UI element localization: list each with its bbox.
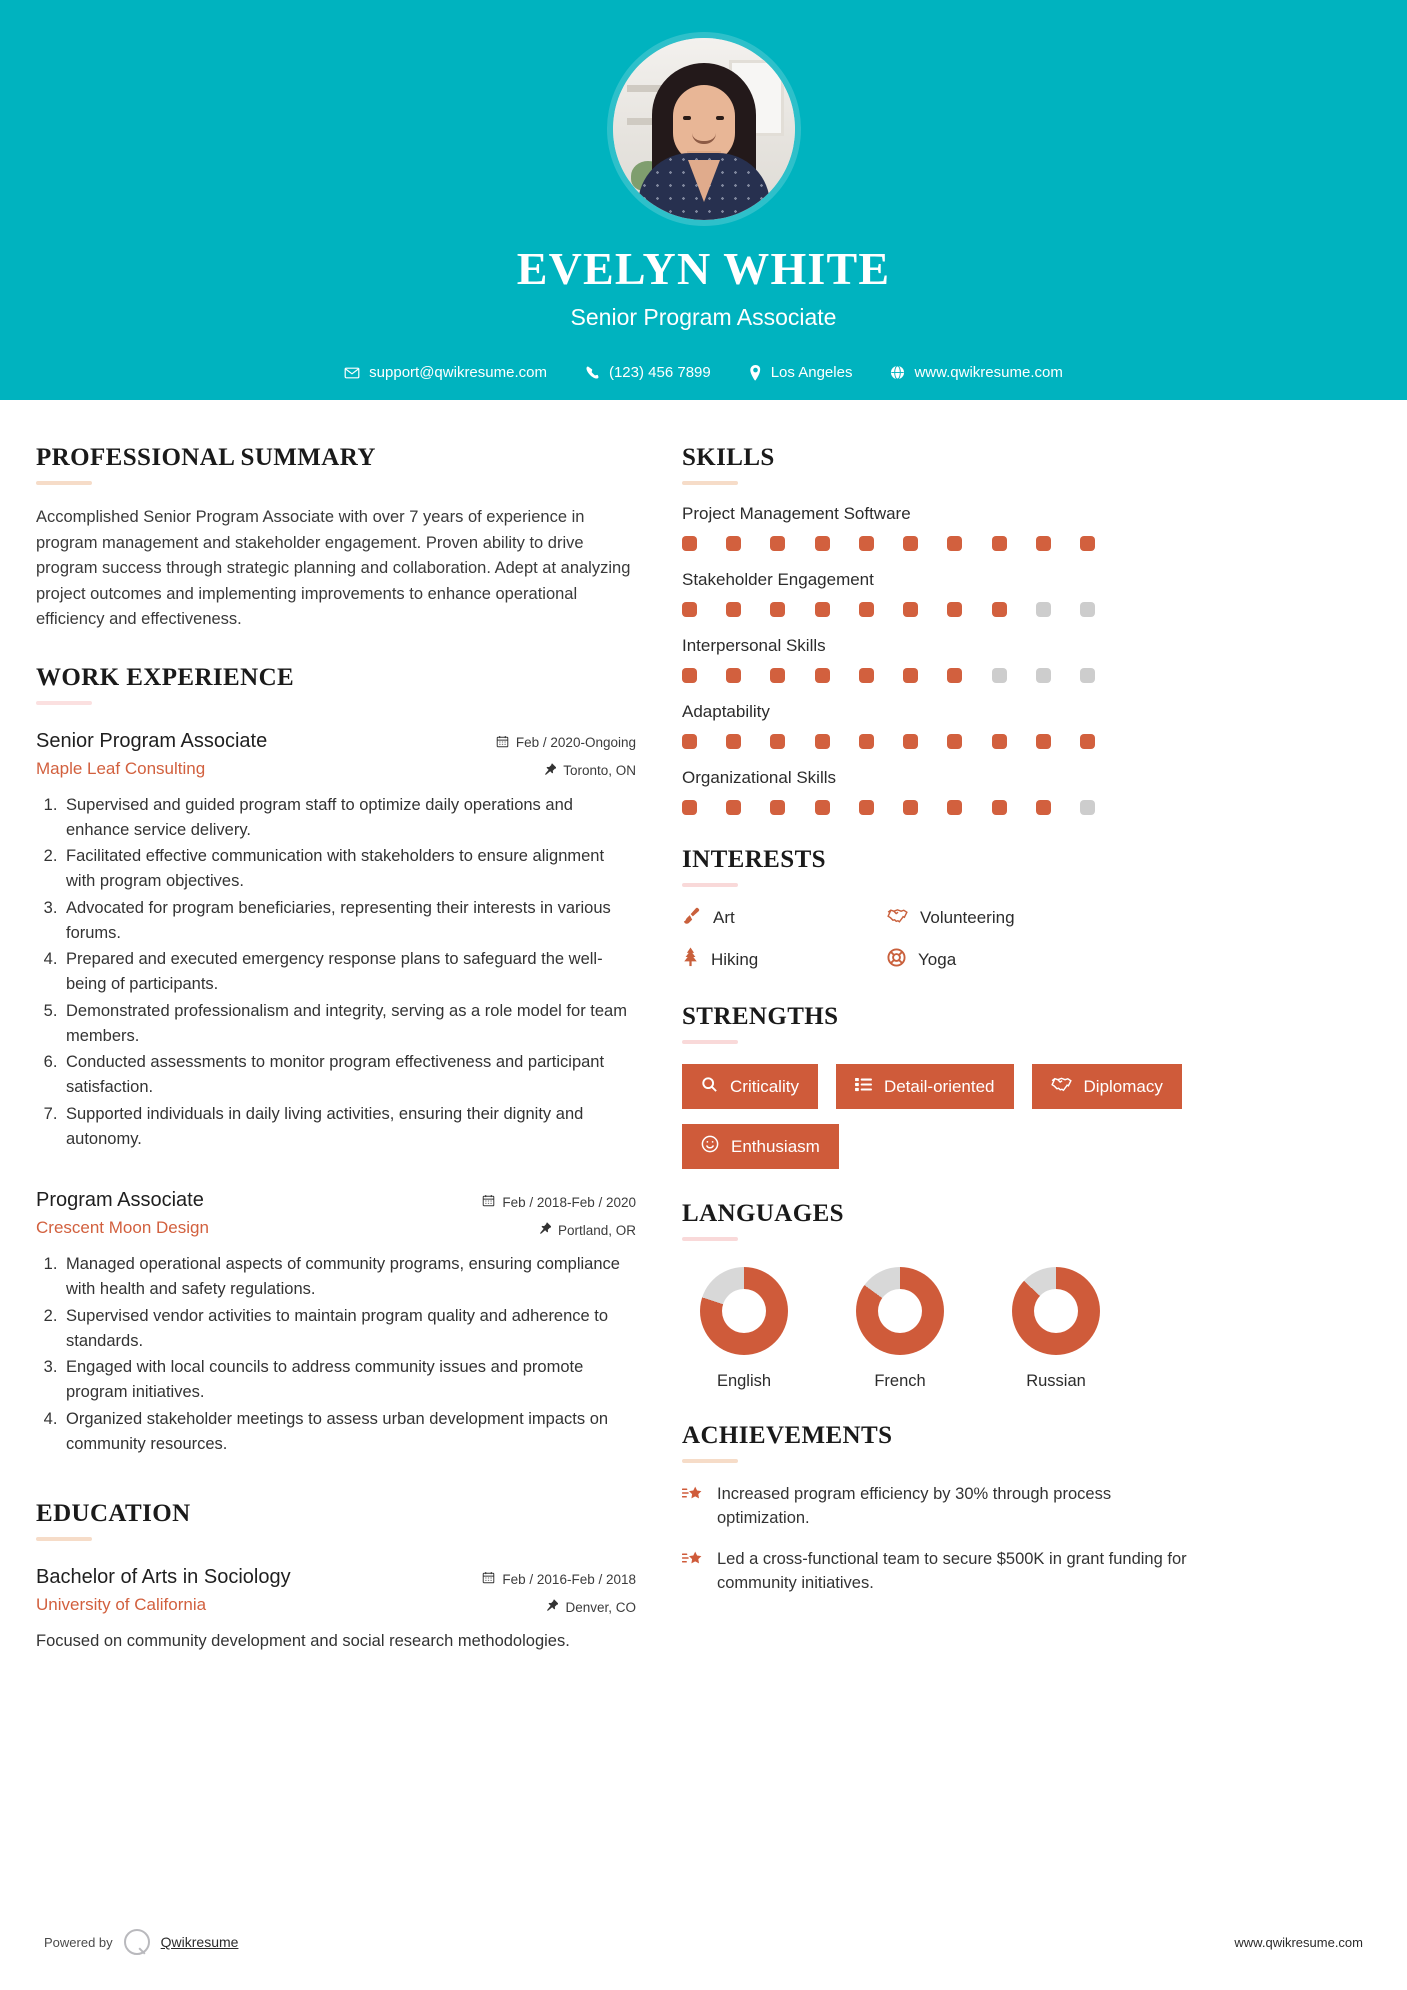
section-rule — [682, 481, 738, 485]
list-icon — [855, 1077, 872, 1097]
skill-dot — [770, 602, 785, 617]
globe-icon — [890, 365, 905, 380]
skill-dot — [770, 734, 785, 749]
strength-pill — [1032, 1064, 1182, 1109]
calendar-icon — [482, 1571, 495, 1587]
skill-dot — [903, 668, 918, 683]
skill-label: Stakeholder Engagement — [682, 570, 874, 589]
skill-row — [682, 504, 1202, 551]
skill-dot — [682, 668, 697, 683]
bullet-item: 3. Engaged with local councils to address community issues and promote program initiatives. — [62, 1355, 636, 1405]
page-footer — [0, 1894, 1407, 1990]
skill-dot — [947, 734, 962, 749]
section-work-experience — [36, 664, 636, 1457]
powered-by-label: Powered by — [44, 1934, 113, 1950]
job-role: Senior Program Associate — [36, 729, 268, 752]
qwikresume-brand-link[interactable]: Qwikresume — [160, 1934, 239, 1950]
candidate-name: EVELYN WHITE — [516, 243, 891, 294]
language-donut — [700, 1267, 788, 1355]
strength-pill — [836, 1064, 1014, 1109]
skill-dot — [1080, 602, 1095, 617]
location-pin-icon — [749, 365, 762, 381]
interests-heading: INTERESTS — [682, 846, 826, 873]
envelope-icon — [344, 365, 360, 381]
skill-dot — [859, 668, 874, 683]
skill-dot — [1080, 668, 1095, 683]
skill-label: Adaptability — [682, 702, 770, 721]
skill-rating — [682, 734, 1095, 749]
language-label: English — [716, 1372, 772, 1390]
skill-dot — [859, 536, 874, 551]
skill-dot — [770, 800, 785, 815]
paintbrush-icon — [682, 906, 701, 930]
interest-label: Art — [713, 908, 735, 927]
tree-icon — [682, 947, 699, 972]
skill-label: Project Management Software — [682, 504, 911, 523]
handshake-icon — [1051, 1075, 1072, 1098]
skill-dot — [682, 536, 697, 551]
interest-item — [887, 906, 1202, 930]
strength-pill — [682, 1064, 818, 1109]
language-donut — [856, 1267, 944, 1355]
contact-website[interactable] — [890, 364, 1062, 381]
smiley-icon — [701, 1135, 719, 1158]
section-rule — [682, 1040, 738, 1044]
magnifier-icon — [701, 1076, 718, 1098]
interest-label: Yoga — [918, 949, 957, 969]
strengths-heading: STRENGTHS — [682, 1003, 839, 1030]
bullet-item: 1. Supervised and guided program staff to optimize daily operations and enhance service delivery. — [62, 793, 636, 843]
achievement-item — [682, 1483, 1202, 1531]
lifebuoy-icon — [887, 948, 906, 972]
interest-label: Volunteering — [920, 908, 1015, 927]
skill-dot — [859, 602, 874, 617]
section-interests — [682, 846, 1202, 972]
contact-phone[interactable] — [585, 364, 711, 381]
job-location: Portland, OR — [557, 1222, 636, 1238]
contact-location — [749, 364, 853, 381]
interest-label: Hiking — [711, 949, 759, 969]
skill-row — [682, 768, 1202, 815]
skill-dot — [682, 734, 697, 749]
skill-dot — [815, 668, 830, 683]
bullet-item: 4. Organized stakeholder meetings to assess urban development impacts on community resources. — [62, 1407, 636, 1457]
achievements-heading: ACHIEVEMENTS — [682, 1422, 893, 1449]
job-dates: Feb / 2018-Feb / 2020 — [502, 1194, 636, 1210]
bullet-item: 2. Facilitated effective communication with stakeholders to ensure alignment with program objectives. — [62, 844, 636, 894]
skill-dot — [947, 536, 962, 551]
qwikresume-logo-icon — [124, 1929, 150, 1955]
skill-dot — [1080, 536, 1095, 551]
education-location: Denver, CO — [565, 1599, 636, 1615]
strength-label: Criticality — [730, 1076, 799, 1096]
skill-label: Interpersonal Skills — [682, 636, 826, 655]
skill-dot — [1036, 668, 1051, 683]
job-bullets — [36, 1252, 636, 1456]
pin-icon — [546, 1599, 558, 1615]
skill-row — [682, 702, 1202, 749]
job-bullets — [36, 793, 636, 1152]
pin-icon — [539, 1222, 551, 1238]
achievement-item — [682, 1548, 1202, 1596]
skill-rating — [682, 668, 1095, 683]
skill-dot — [859, 800, 874, 815]
section-languages — [682, 1200, 1202, 1391]
left-column — [36, 444, 636, 1654]
candidate-job-title: Senior Program Associate — [570, 304, 837, 330]
section-rule — [36, 481, 92, 485]
skill-row — [682, 570, 1202, 617]
contact-phone-text: (123) 456 7899 — [608, 364, 711, 381]
strength-label: Detail-oriented — [883, 1076, 995, 1096]
job-role: Program Associate — [36, 1189, 204, 1212]
section-professional-summary — [36, 444, 636, 633]
strength-pill — [682, 1124, 839, 1169]
section-skills — [682, 444, 1202, 815]
language-item — [694, 1267, 794, 1391]
bullet-item: 1. Managed operational aspects of community programs, ensuring compliance with health and safety regulations. — [62, 1252, 636, 1302]
section-achievements — [682, 1422, 1202, 1596]
languages-heading: LANGUAGES — [682, 1200, 844, 1227]
skill-dot — [903, 800, 918, 815]
work-experience-heading: WORK EXPERIENCE — [36, 663, 295, 691]
bullet-item: 4. Prepared and executed emergency response plans to safeguard the well-being of participants. — [62, 947, 636, 997]
section-education — [36, 1500, 636, 1654]
handshake-icon — [887, 906, 908, 930]
strength-label: Diplomacy — [1083, 1076, 1163, 1096]
skill-dot — [992, 602, 1007, 617]
section-rule — [36, 701, 92, 705]
contact-row — [344, 364, 1063, 381]
skill-dot — [947, 602, 962, 617]
language-item — [1006, 1267, 1106, 1391]
skill-dot — [815, 800, 830, 815]
skills-heading: SKILLS — [682, 444, 775, 471]
skill-dot — [726, 536, 741, 551]
skill-dot — [992, 734, 1007, 749]
skill-dot — [726, 602, 741, 617]
right-column — [682, 444, 1202, 1654]
resume-body — [0, 400, 1407, 1654]
job-location: Toronto, ON — [563, 763, 636, 779]
education-description: Focused on community development and social research methodologies. — [36, 1632, 570, 1651]
skill-dot — [1036, 536, 1051, 551]
bullet-item: 7. Supported individuals in daily living activities, ensuring their dignity and autonomy. — [62, 1102, 636, 1152]
skill-rating — [682, 536, 1095, 551]
skill-dot — [815, 734, 830, 749]
section-rule — [36, 1537, 92, 1541]
contact-email-text: support@qwikresume.com — [369, 364, 547, 381]
skill-dot — [682, 800, 697, 815]
skill-dot — [1036, 734, 1051, 749]
calendar-icon — [496, 735, 509, 751]
skill-dot — [947, 668, 962, 683]
achievement-text: Led a cross-functional team to secure $500K in grant funding for community initiatives. — [717, 1549, 1187, 1592]
professional-summary-heading: PROFESSIONAL SUMMARY — [36, 444, 376, 471]
skill-rating — [682, 602, 1095, 617]
bullet-item: 6. Conducted assessments to monitor program effectiveness and participant satisfaction. — [62, 1050, 636, 1100]
skill-dot — [1080, 734, 1095, 749]
interest-item — [887, 947, 1202, 972]
skill-dot — [682, 602, 697, 617]
language-donut — [1012, 1267, 1100, 1355]
skill-rating — [682, 800, 1095, 815]
skill-dot — [1036, 800, 1051, 815]
skill-dot — [726, 734, 741, 749]
resume-header — [0, 0, 1407, 400]
professional-summary-text: Accomplished Senior Program Associate with over 7 years of experience in program management and stakeholder engagement. Proven ability to drive program success through strategic planning and collaboration. Adept at analyzing project outcomes and implementing improvements to enhance operational efficiency and effectiveness. — [36, 508, 631, 629]
footer-url[interactable]: www.qwikresume.com — [1234, 1934, 1363, 1950]
job-company: Maple Leaf Consulting — [36, 758, 206, 778]
skill-dot — [859, 734, 874, 749]
shooting-star-icon — [682, 1548, 704, 1596]
bullet-item: 3. Advocated for program beneficiaries, representing their interests in various forums. — [62, 896, 636, 946]
interest-item — [682, 947, 887, 972]
skill-dot — [1036, 602, 1051, 617]
skill-dot — [815, 602, 830, 617]
skill-dot — [903, 536, 918, 551]
avatar — [613, 38, 795, 220]
skill-dot — [726, 668, 741, 683]
section-rule — [682, 1459, 738, 1463]
achievement-text: Increased program efficiency by 30% through process optimization. — [717, 1485, 1112, 1527]
pin-icon — [544, 763, 556, 779]
contact-location-text: Los Angeles — [770, 364, 853, 381]
language-label: French — [874, 1372, 926, 1390]
powered-by — [44, 1929, 238, 1955]
skill-dot — [992, 668, 1007, 683]
section-strengths — [682, 1003, 1202, 1169]
skill-dot — [903, 734, 918, 749]
work-entry — [36, 730, 636, 1152]
education-entry — [36, 1566, 636, 1654]
calendar-icon — [482, 1194, 495, 1210]
skill-dot — [1080, 800, 1095, 815]
section-rule — [682, 1237, 738, 1241]
bullet-item: 2. Supervised vendor activities to maintain program quality and adherence to standards. — [62, 1304, 636, 1354]
language-label: Russian — [1026, 1372, 1086, 1390]
interest-item — [682, 906, 887, 930]
skill-dot — [992, 800, 1007, 815]
strength-label: Enthusiasm — [731, 1136, 820, 1156]
skill-label: Organizational Skills — [682, 768, 837, 787]
skill-dot — [947, 800, 962, 815]
education-degree: Bachelor of Arts in Sociology — [36, 1566, 291, 1589]
skill-dot — [903, 602, 918, 617]
contact-website-text: www.qwikresume.com — [914, 364, 1063, 381]
job-company: Crescent Moon Design — [36, 1218, 209, 1238]
education-heading: EDUCATION — [36, 1500, 191, 1528]
skill-row — [682, 636, 1202, 683]
contact-email[interactable] — [344, 364, 547, 381]
bullet-item: 5. Demonstrated professionalism and integrity, serving as a role model for team members. — [62, 999, 636, 1049]
education-school: University of California — [36, 1595, 207, 1615]
skill-dot — [770, 536, 785, 551]
section-rule — [682, 883, 738, 887]
skill-dot — [726, 800, 741, 815]
education-dates: Feb / 2016-Feb / 2018 — [502, 1571, 636, 1587]
job-dates: Feb / 2020-Ongoing — [515, 735, 636, 751]
skill-dot — [992, 536, 1007, 551]
skill-dot — [770, 668, 785, 683]
work-entry — [36, 1189, 636, 1456]
language-item — [850, 1267, 950, 1391]
shooting-star-icon — [682, 1483, 704, 1531]
skill-dot — [815, 536, 830, 551]
phone-icon — [585, 365, 600, 380]
